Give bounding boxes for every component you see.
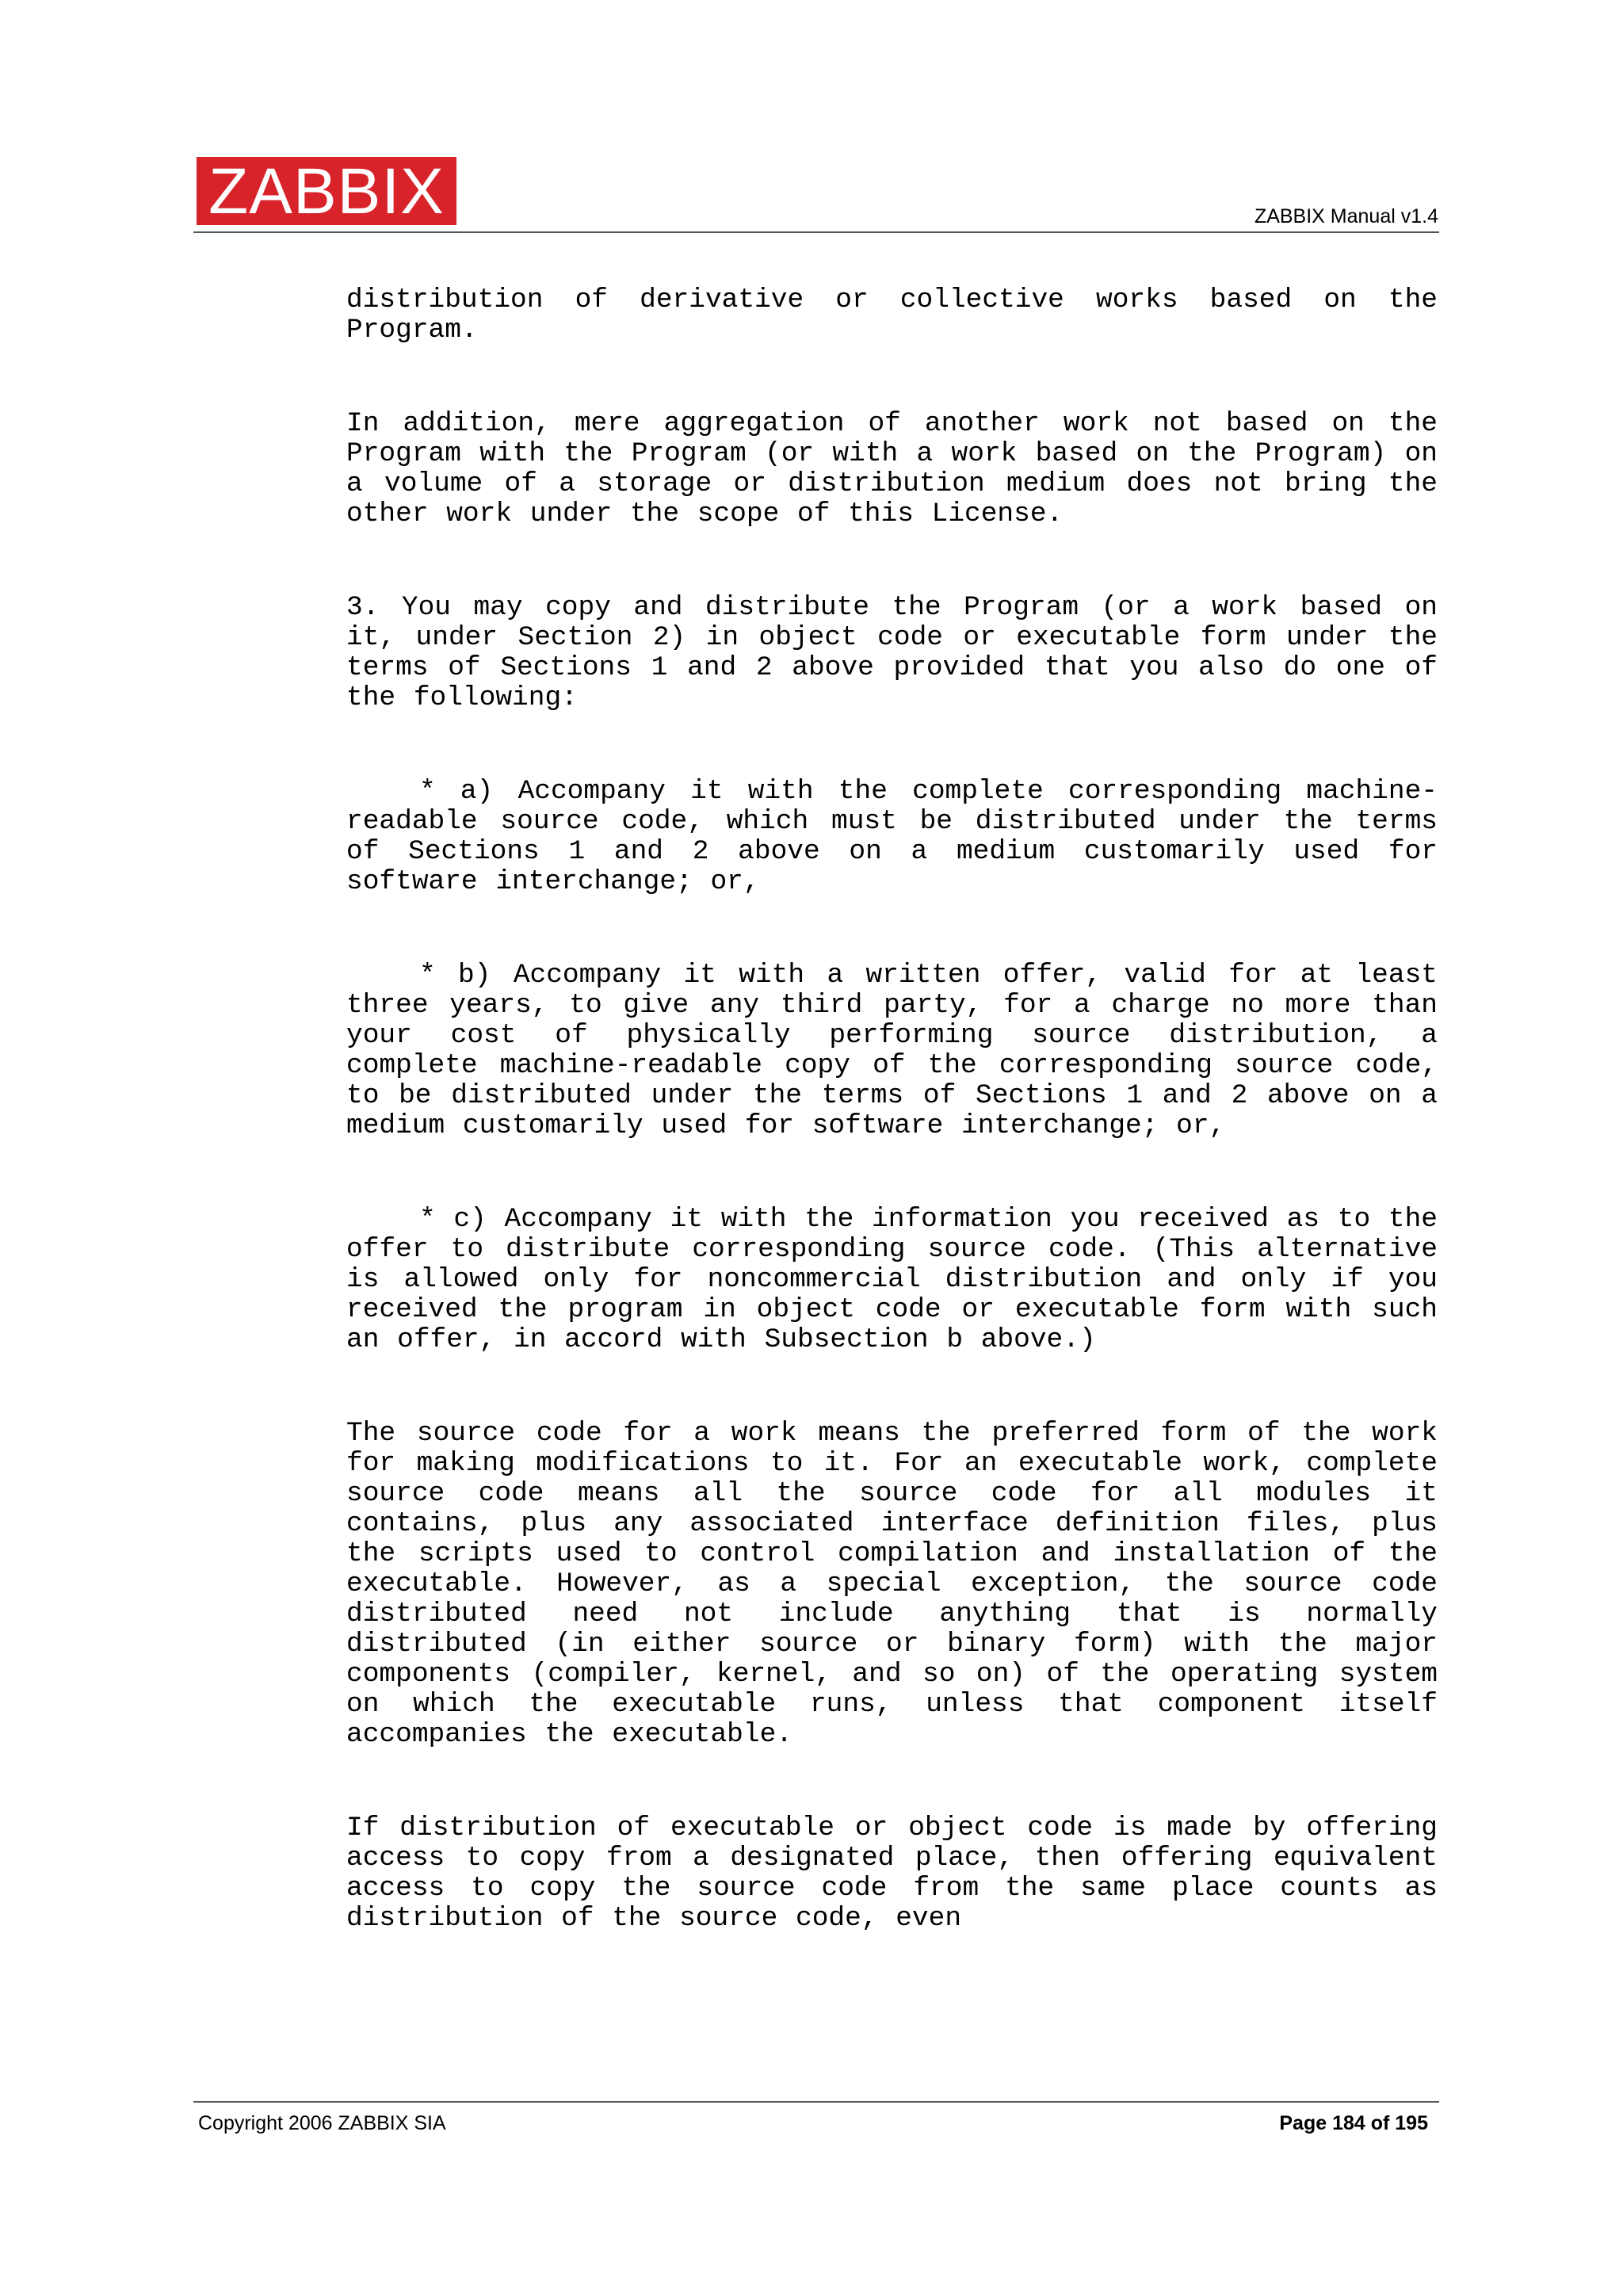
copyright-notice: Copyright 2006 ZABBIX SIA bbox=[198, 2112, 446, 2134]
paragraph-source-code-definition: The source code for a work means the preferred form of the work for making modifications to it. For an executable work, complete source code means all the source code for all modules it contains, plus any associated interface definition files, plus the scripts used to control compilation and installation of the executable. However, as a special exception, the source code distributed need not include anything that is normally distributed (in either source or binary form) with the major components (compiler, kernel, and so on) of the operating system on which the executable runs, unless that component itself accompanies the executable. bbox=[346, 1418, 1438, 1750]
paragraph-mere-aggregation: In addition, mere aggregation of another work not based on the Program with the Program (or with a work based on the Program) on a volume of a storage or distribution medium does not bring the other work under the scope of this License. bbox=[346, 408, 1438, 529]
paragraph-option-c: * c) Accompany it with the information you received as to the offer to distribute corresponding source code. (This alternative is allowed only for noncommercial distribution and only if you received the program in object code or executable form with such an offer, in accord with Subsection b above.) bbox=[346, 1204, 1438, 1355]
footer-divider bbox=[193, 2101, 1439, 2103]
license-text-body bbox=[346, 285, 1438, 1997]
paragraph-option-a: * a) Accompany it with the complete corresponding machine-readable source code, which must be distributed under the terms of Sections 1 and 2 above on a medium customarily used for software interchange; or, bbox=[346, 776, 1438, 897]
paragraph-section-3: 3. You may copy and distribute the Program (or a work based on it, under Section 2) in object code or executable form under the terms of Sections 1 and 2 above provided that you also do one of the following: bbox=[346, 592, 1438, 713]
header-divider bbox=[193, 231, 1439, 233]
paragraph-distribution-derivative: distribution of derivative or collective works based on the Program. bbox=[346, 285, 1438, 346]
zabbix-logo: ZABBIX bbox=[197, 157, 456, 225]
paragraph-designated-place: If distribution of executable or object code is made by offering access to copy from a designated place, then offering equivalent access to copy the source code from the same place counts as distribution of the source code, even bbox=[346, 1813, 1438, 1934]
paragraph-option-b: * b) Accompany it with a written offer, valid for at least three years, to give any third party, for a charge no more than your cost of physically performing source distribution, a complete machine-readable copy of the corresponding source code, to be distributed under the terms of Sections 1 and 2 above on a medium customarily used for software interchange; or, bbox=[346, 960, 1438, 1141]
page-number: Page 184 of 195 bbox=[1279, 2112, 1428, 2134]
manual-title: ZABBIX Manual v1.4 bbox=[1254, 205, 1438, 227]
